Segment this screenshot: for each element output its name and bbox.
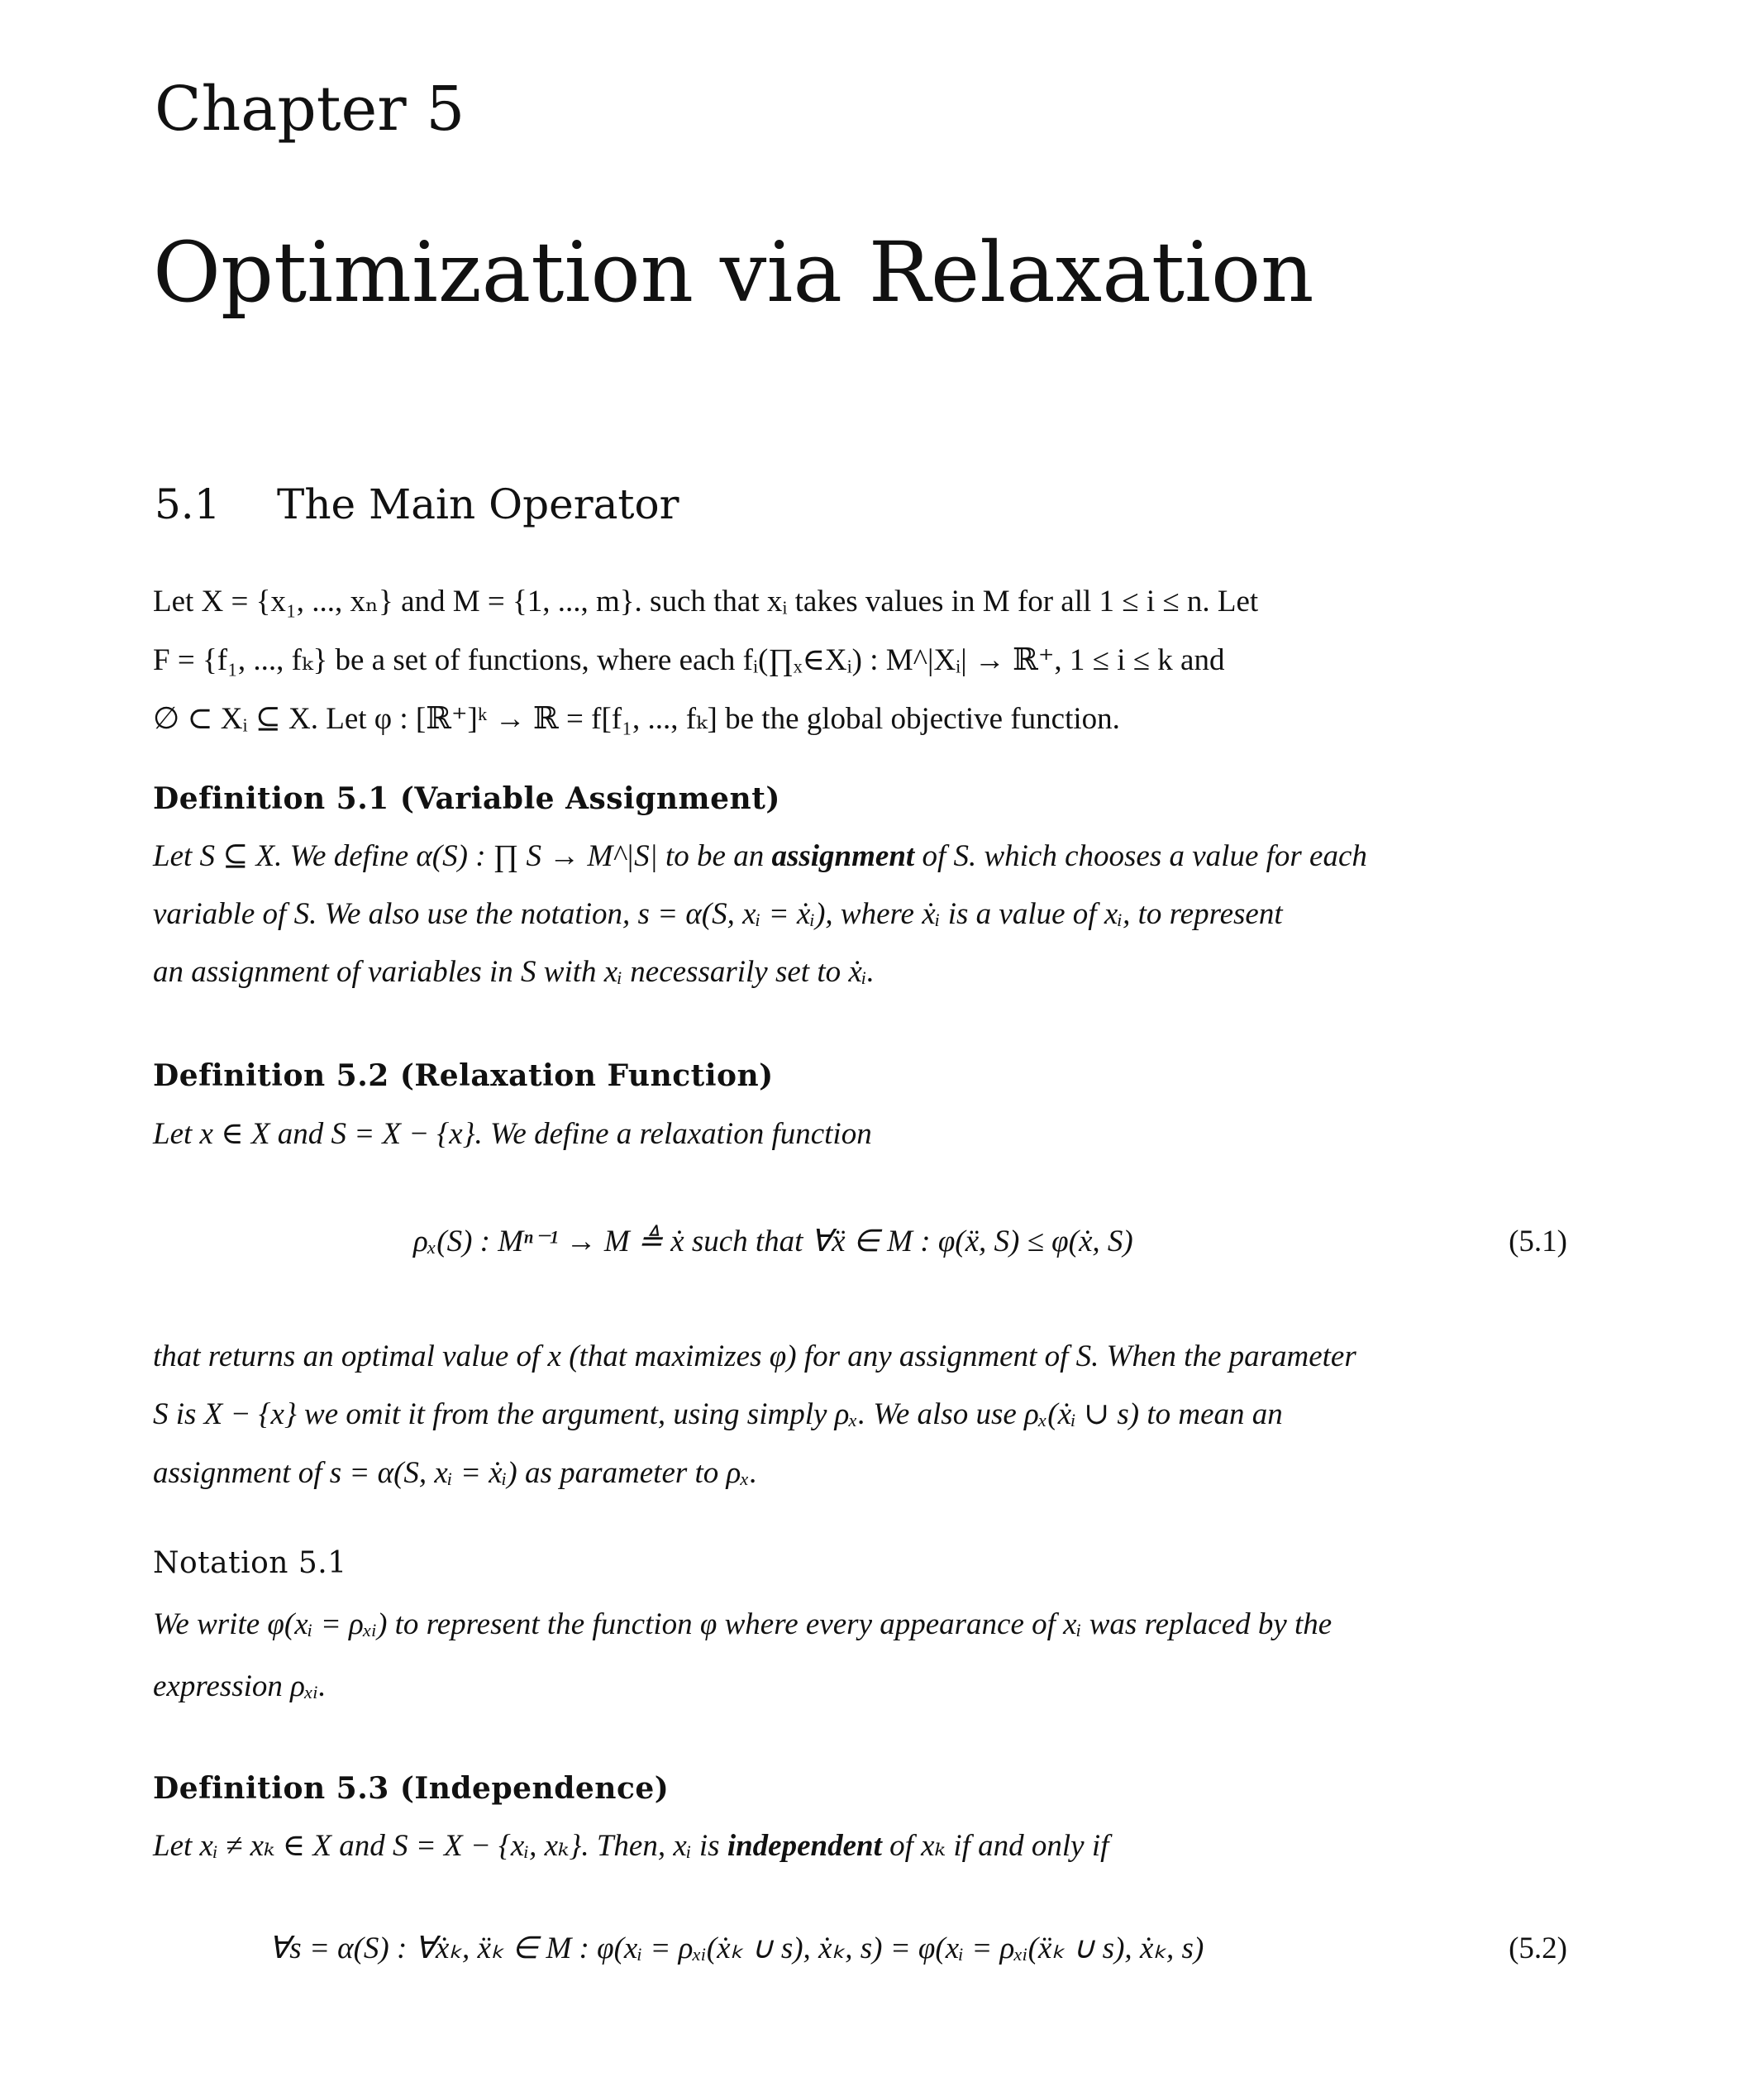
definition-heading: Definition 5.3 (Independence) [153, 1771, 670, 1806]
keyword-independent: independent [727, 1829, 882, 1863]
notation-line: We write φ(xᵢ = ρₓᵢ) to represent the function φ where every appearance of xᵢ was replaced by the [153, 1607, 1333, 1641]
text: of S. which chooses a value for each [914, 839, 1367, 873]
equation-number: (5.2) [1509, 1931, 1567, 1965]
equation-number: (5.1) [1509, 1225, 1567, 1258]
definition-line: Let x ∈ X and S = X − {x}. We define a relaxation function [153, 1117, 872, 1151]
definition-line: that returns an optimal value of x (that maximizes φ) for any assignment of S. When the parameter [153, 1339, 1356, 1373]
equation-5-2: ∀s = α(S) : ∀ẋₖ, ẍₖ ∈ M : φ(xᵢ = ρₓᵢ(ẋₖ ∪ s), ẋₖ, s) = φ(xᵢ = ρₓᵢ(ẍₖ ∪ s), ẋₖ, s) [269, 1931, 1204, 1965]
equation-5-1: ρₓ(S) : Mⁿ⁻¹ → M ≜ ẋ such that ∀ẍ ∈ M : φ(ẍ, S) ≤ φ(ẋ, S) [413, 1225, 1133, 1258]
definition-heading: Definition 5.2 (Relaxation Function) [153, 1058, 774, 1093]
intro-line: Let X = {x₁, ..., xₙ} and M = {1, ..., m}. such that xᵢ takes values in M for all 1 ≤ i ≤ n. Let [153, 585, 1259, 618]
intro-line: ∅ ⊂ Xᵢ ⊆ X. Let φ : [ℝ⁺]ᵏ → ℝ = f[f₁, ..., fₖ] be the global objective function. [153, 702, 1120, 736]
definition-line [153, 840, 1568, 873]
text: of xₖ if and only if [881, 1829, 1109, 1863]
notation-heading: Notation 5.1 [153, 1546, 347, 1580]
definition-heading: Definition 5.1 (Variable Assignment) [153, 781, 780, 816]
definition-line [153, 1830, 1568, 1863]
notation-line: expression ρₓᵢ. [153, 1669, 327, 1703]
keyword-assignment: assignment [771, 839, 915, 873]
definition-line: S is X − {x} we omit it from the argument, using simply ρₓ. We also use ρₓ(ẋᵢ ∪ s) to mean an [153, 1397, 1283, 1431]
definition-line: an assignment of variables in S with xᵢ necessarily set to ẋᵢ. [153, 955, 875, 989]
chapter-label: Chapter 5 [155, 74, 465, 145]
section-heading [155, 480, 679, 529]
chapter-title: Optimization via Relaxation [153, 224, 1314, 321]
definition-line: assignment of s = α(S, xᵢ = ẋᵢ) as parameter to ρₓ. [153, 1456, 758, 1490]
definition-line: variable of S. We also use the notation, s = α(S, xᵢ = ẋᵢ), where ẋᵢ is a value of xᵢ, to represent [153, 897, 1283, 931]
text: Let xᵢ ≠ xₖ ∈ X and S = X − {xᵢ, xₖ}. Then, xᵢ is [153, 1829, 727, 1863]
section-number: 5.1 [155, 480, 221, 528]
section-title: The Main Operator [277, 480, 679, 528]
intro-line: F = {f₁, ..., fₖ} be a set of functions, where each fᵢ(∏ₓ∈Xᵢ) : M^|Xᵢ| → ℝ⁺, 1 ≤ i ≤ k and [153, 643, 1225, 677]
text: Let S ⊆ X. We define α(S) : ∏ S → M^|S| to be an [153, 839, 772, 873]
